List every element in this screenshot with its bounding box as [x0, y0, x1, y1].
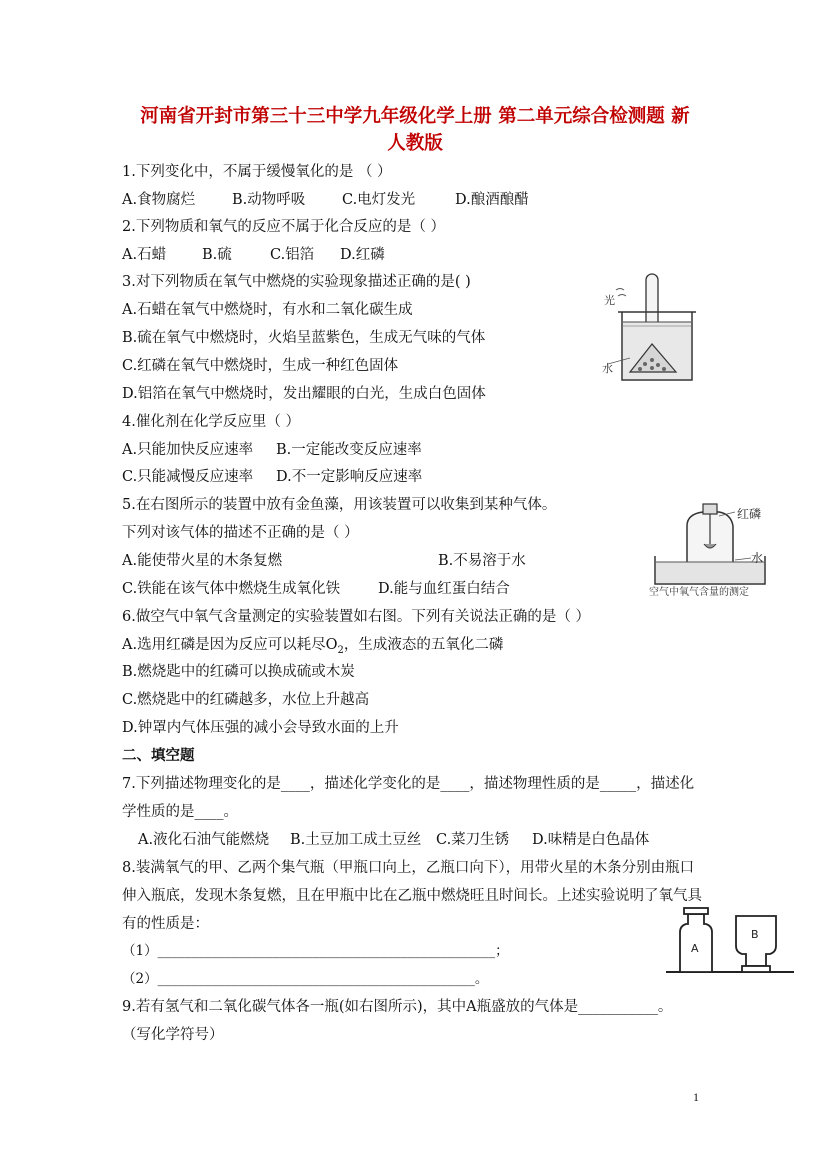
question-8-stem-1: 8.装满氧气的甲、乙两个集气瓶（甲瓶口向上，乙瓶口向下），用带火星的木条分别由瓶口 — [122, 860, 695, 876]
question-7-stem-1: 7.下列描述物理变化的是____，描述化学变化的是____，描述物理性质的是_____，描述化 — [122, 776, 695, 792]
question-7-stem-2: 学性质的是____。 — [122, 804, 238, 820]
q5-option-b: B.不易溶于水 — [438, 553, 526, 569]
q7-option-a: A.液化石油气能燃烧 — [138, 832, 270, 848]
question-5-options-row-2 — [122, 579, 510, 599]
figure-2-water-label: 水 — [751, 551, 764, 565]
q6-option-a-subscript: 2 — [337, 644, 344, 656]
question-2-options — [122, 245, 385, 265]
question-4-options-row-1 — [122, 440, 422, 460]
q4-option-d: D.不一定影响反应速率 — [276, 469, 423, 485]
q2-option-c: C.铝箔 — [270, 247, 315, 263]
figure-2-phosphorus-label: 红磷 — [737, 507, 762, 521]
q6-option-a — [122, 635, 503, 661]
figure-1-light-label: 光 — [604, 294, 615, 307]
q4-option-a: A.只能加快反应速率 — [122, 442, 254, 458]
question-4-options-row-2 — [122, 467, 422, 487]
section-2-heading: 二、填空题 — [122, 747, 195, 764]
q5-option-c: C.铁能在该气体中燃烧生成氧化铁 — [122, 581, 341, 597]
q7-option-c: C.菜刀生锈 — [436, 832, 510, 848]
question-1-stem: 1.下列变化中，不属于缓慢氧化的是 （ ） — [122, 164, 392, 180]
q6-option-c: C.燃烧匙中的红磷越多，水位上升越高 — [122, 692, 370, 708]
q2-option-d: D.红磷 — [340, 247, 385, 263]
question-9-stem-1: 9.若有氢气和二氧化碳气体各一瓶(如右图所示)，其中A瓶盛放的气体是___________。 — [122, 999, 673, 1015]
q5-option-a: A.能使带火星的木条复燃 — [122, 553, 283, 569]
figure-oxygen-content-measurement — [647, 500, 772, 598]
q7-option-b: B.土豆加工成土豆丝 — [290, 832, 422, 848]
figure-gas-bottles — [664, 906, 796, 976]
q2-option-a: A.石蜡 — [122, 247, 167, 263]
document-title-line-2: 人教版 — [387, 133, 443, 154]
q5-option-d: D.能与血红蛋白结合 — [378, 581, 510, 597]
q3-option-b: B.硫在氧气中燃烧时，火焰呈蓝紫色，生成无气味的气体 — [122, 330, 486, 346]
q6-option-b: B.燃烧匙中的红磷可以换成硫或木炭 — [122, 664, 355, 680]
page-number: 1 — [693, 1090, 699, 1104]
question-5-options-row-1 — [122, 551, 526, 571]
figure-2-caption: 空气中氧气含量的测定 — [649, 587, 749, 598]
q2-option-b: B.硫 — [202, 247, 232, 263]
question-7-options — [138, 830, 649, 850]
q4-option-b: B.一定能改变反应速率 — [276, 442, 422, 458]
question-9-stem-2: （写化学符号） — [122, 1027, 224, 1043]
question-1-options — [122, 190, 529, 210]
q3-option-a: A.石蜡在氧气中燃烧时，有水和二氧化碳生成 — [122, 302, 413, 318]
q6-option-d: D.钟罩内气体压强的减小会导致水面的上升 — [122, 720, 399, 736]
question-6-stem: 6.做空气中氧气含量测定的实验装置如右图。下列有关说法正确的是（ ） — [122, 609, 590, 625]
document-title-line-1: 河南省开封市第三十三中学九年级化学上册 第二单元综合检测题 新 — [140, 106, 690, 127]
q1-option-c: C.电灯发光 — [342, 192, 416, 208]
question-8-blank-1: （1）__________________________________________________； — [122, 943, 509, 959]
q7-option-d: D.味精是白色晶体 — [532, 832, 650, 848]
question-8-stem-2: 伸入瓶底，发现木条复燃，且在甲瓶中比在乙瓶中燃烧旺且时间长。上述实验说明了氧气具 — [122, 888, 702, 904]
question-8-blank-2: （2）_______________________________________________。 — [122, 971, 489, 987]
question-4-stem: 4.催化剂在化学反应里（ ） — [122, 414, 300, 430]
q1-option-b: B.动物呼吸 — [232, 192, 306, 208]
q6-option-a-post: ，生成液态的五氧化二磷 — [343, 637, 504, 653]
figure-oxygen-collection-apparatus — [600, 268, 710, 388]
figure-1-water-label: 水 — [602, 362, 613, 375]
q6-option-a-pre: A.选用红磷是因为反应可以耗尽O — [122, 637, 338, 653]
bottle-a-label: A — [691, 942, 699, 955]
q3-option-c: C.红磷在氧气中燃烧时，生成一种红色固体 — [122, 358, 399, 374]
question-2-stem: 2.下列物质和氧气的反应不属于化合反应的是（ ） — [122, 219, 445, 235]
q1-option-a: A.食物腐烂 — [122, 192, 196, 208]
bottle-b-label: B — [751, 928, 759, 941]
q3-option-d: D.铝箔在氧气中燃烧时，发出耀眼的白光，生成白色固体 — [122, 386, 486, 402]
question-5-stem-2: 下列对该气体的描述不正确的是（ ） — [122, 525, 359, 541]
q4-option-c: C.只能减慢反应速率 — [122, 469, 254, 485]
q1-option-d: D.酿酒酿醋 — [455, 192, 529, 208]
question-5-stem-1: 5.在右图所示的装置中放有金鱼藻，用该装置可以收集到某种气体。 — [122, 497, 557, 513]
question-8-stem-3: 有的性质是： — [122, 916, 209, 932]
question-3-stem: 3.对下列物质在氧气中燃烧的实验现象描述正确的是( ) — [122, 274, 471, 290]
